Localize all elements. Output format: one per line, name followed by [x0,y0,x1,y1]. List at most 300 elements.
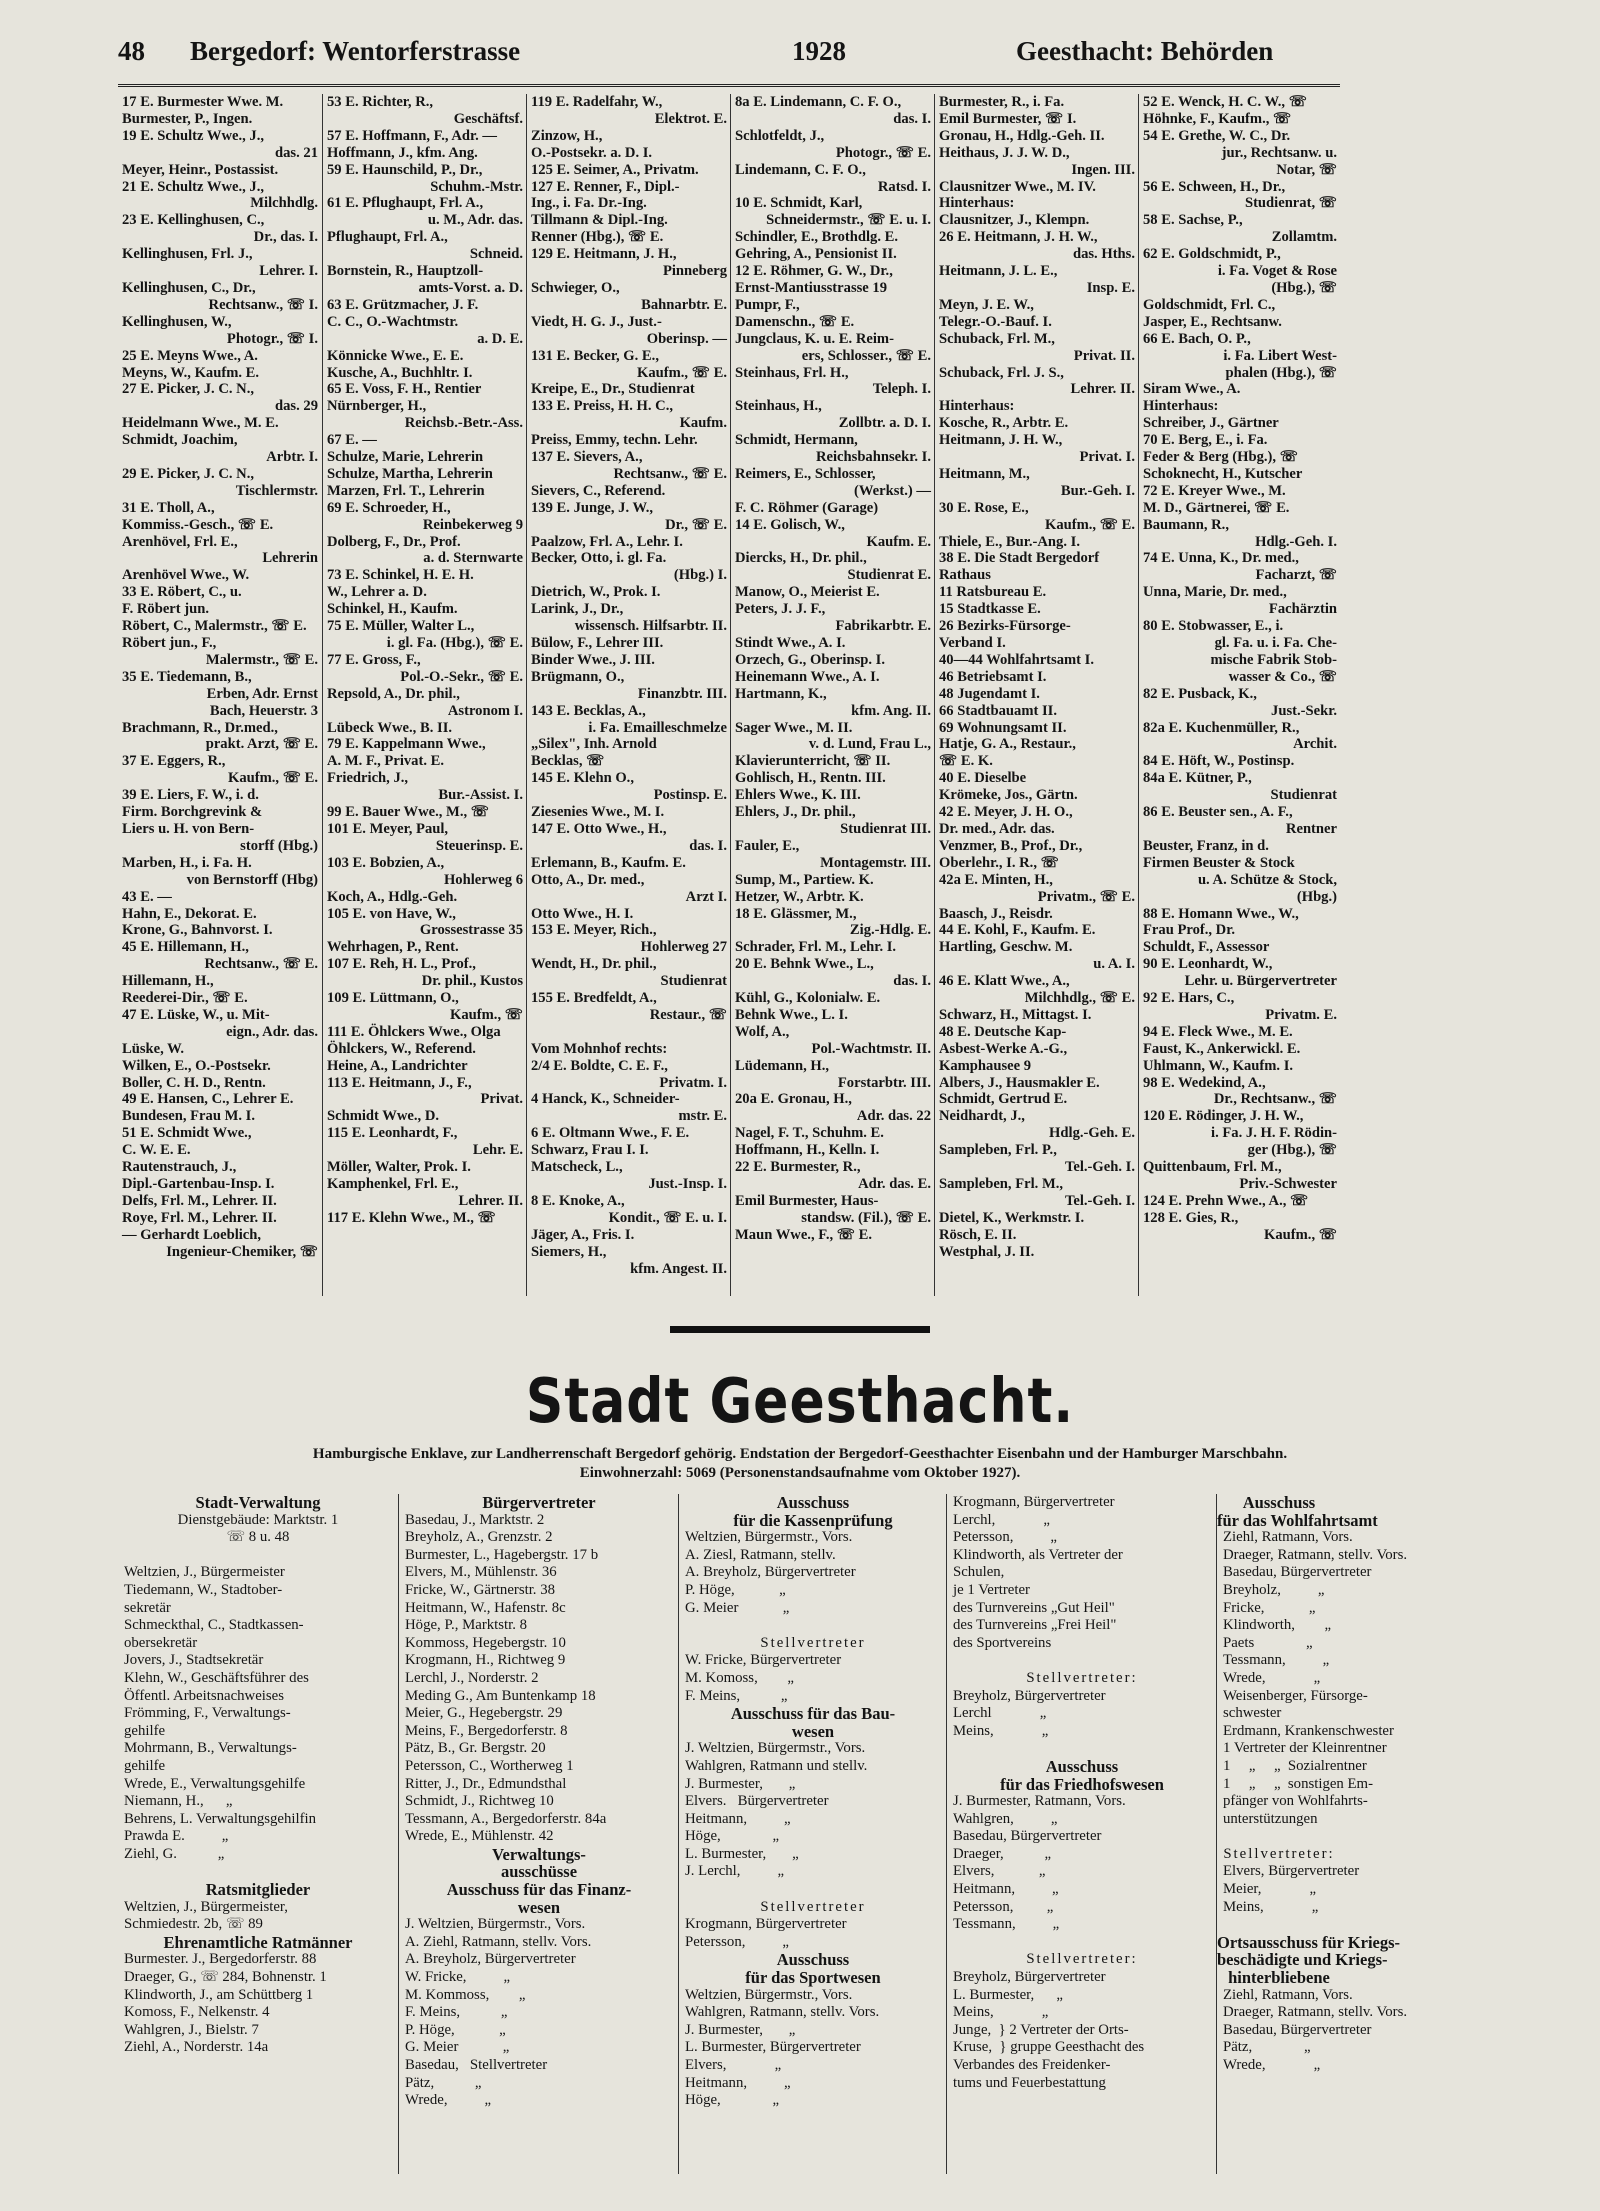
directory-entry: Möller, Walter, Prok. I. [327,1159,471,1176]
directory-entry: Stindt Wwe., A. I. [735,635,846,651]
directory-entry: storff (Hbg.) [240,837,318,854]
directory-entry: Tillmann & Dipl.-Ing. [531,212,668,229]
government-entry: Basedau, Bürgervertreter [1223,1564,1372,1581]
directory-entry: 75 E. Müller, Walter L., [327,618,475,635]
directory-entry: Klavierunterricht, ☏ II. [735,753,891,770]
directory-entry: Schneid. [469,246,523,263]
government-entry: Ritter, J., Dr., Edmundsthal [405,1775,567,1792]
directory-entry: Photogr., ☏ I. [226,330,318,347]
directory-entry: Heitmann, J. L. E., [939,263,1058,280]
directory-entry: Höhnke, F., Kaufm., ☏ [1143,110,1292,127]
directory-entry: 147 E. Otto Wwe., H., [531,820,667,837]
directory-entry: M. D., Gärtnerei, ☏ E. [1143,499,1290,516]
government-entry: Pätz, „ [1223,2039,1311,2056]
directory-entry: 12 E. Röhmer, G. W., Dr., [735,263,893,280]
header-left-title: Bergedorf: Wentorferstrasse [190,36,521,66]
government-entry: des Sportvereins [953,1634,1052,1651]
directory-entry: F. Röbert jun. [122,601,210,618]
directory-entry: W., Lehrer a. D. [327,584,427,601]
directory-entry: prakt. Arzt, ☏ E. [205,736,318,753]
directory-entry: Westphal, J. II. [939,1243,1035,1260]
directory-entry: Kaufm., ☏ E. [227,770,318,787]
government-entry: Öffentl. Arbeitsnachweises [124,1687,284,1704]
government-entry: Meins, F., Bergedorferstr. 8 [405,1722,568,1739]
government-entry: Wrede, E., Mühlenstr. 42 [405,1828,554,1845]
government-entry: Burmester, L., Hagebergstr. 17 b [405,1546,599,1563]
directory-entry: Zig.-Hdlg. E. [849,922,931,939]
government-entry: Krogmann, Bürgervertreter [685,1916,847,1933]
government-entry: Pätz, B., Gr. Bergstr. 20 [405,1740,546,1757]
directory-entry: 26 Bezirks-Fürsorge- [939,618,1071,635]
directory-entry: 27 E. Picker, J. C. N., [122,381,255,398]
directory-entry: 115 E. Leonhardt, F., [327,1125,458,1142]
government-entry: Basedau, J., Marktstr. 2 [405,1511,545,1528]
directory-entry: Kamphausee 9 [939,1057,1032,1074]
directory-entry: 66 Stadtbauamt II. [939,702,1057,719]
government-entry: Heitmann, „ [953,1881,1059,1898]
directory-entry: 43 E. — [122,888,172,905]
directory-entry: amts-Vorst. a. D. [418,279,523,296]
directory-entry: Feder & Berg (Hbg.), ☏ [1143,449,1298,466]
directory-entry: 65 E. Voss, F. H., Rentier [327,381,482,398]
directory-entry: 20a E. Gronau, H., [735,1091,852,1108]
government-entry: Klindworth, „ [1223,1617,1332,1634]
directory-entry: Oberlehr., I. R., ☏ [939,854,1059,871]
directory-column-6 [1138,94,1341,1296]
directory-entry: 88 E. Homann Wwe., W., [1143,905,1299,922]
government-entry: obersekretär [124,1634,198,1651]
directory-entry: Schmidt, Gertrud E. [939,1091,1068,1108]
government-entry: Stadt-Verwaltung [195,1494,321,1512]
directory-entry: 20 E. Behnk Wwe., L., [735,956,874,973]
directory-entry: Wendt, H., Dr. phil., [531,956,657,973]
directory-entry: Heine, A., Landrichter [327,1057,468,1074]
government-entry: Draeger, Ratmann, stellv. Vors. [1223,2004,1408,2021]
government-entry: L. Burmester, Bürgervertreter [685,2039,861,2056]
directory-entry: Ing., i. Fa. Dr.-Ing. [531,195,647,212]
directory-entry: Jungclaus, K. u. E. Reim- [735,330,894,347]
directory-entry: Rechtsanw., ☏ I. [208,296,318,313]
directory-entry: Steuerinsp. E. [435,837,523,854]
directory-entry: Damenschn., ☏ E. [735,313,855,330]
directory-entry: Kellinghusen, C., Dr., [122,279,256,296]
directory-entry: Photogr., ☏ E. [835,144,931,161]
directory-entry: das. I. [689,837,727,854]
government-entry: pfänger von Wohlfahrts- [1223,1793,1368,1810]
directory-entry: Orzech, G., Oberinsp. I. [735,651,885,668]
directory-entry: 80 E. Stobwasser, E., i. [1143,618,1284,635]
directory-entry: Fachärztin [1268,601,1337,618]
directory-entry: Ziesenies Wwe., M. I. [531,804,665,821]
directory-entry: Dr., ☏ E. [665,516,727,533]
government-entry: Elvers, Bürgervertreter [1223,1863,1360,1880]
government-entry: Burmester. J., Bergedorferstr. 88 [124,1951,317,1968]
directory-entry: Oberinsp. — [646,330,727,347]
directory-entry: 23 E. Kellinghusen, C., [122,212,265,229]
directory-entry: Kühl, G., Kolonialw. E. [735,990,881,1007]
directory-entry: 46 E. Klatt Wwe., A., [939,973,1070,990]
directory-entry: 44 E. Kohl, F., Kaufm. E. [939,922,1096,939]
directory-entry: Privatm. I. [659,1074,727,1091]
directory-entry: Steinhaus, H., [735,398,822,415]
directory-entry: Burmester, P., Ingen. [122,110,253,127]
directory-entry: Postinsp. E. [653,787,727,804]
government-column-3 [678,1494,947,2174]
directory-entry: Adr. das. 22 [856,1108,931,1125]
directory-entry: Schuhm.-Mstr. [430,178,523,195]
directory-entry: 42a E. Minten, H., [939,871,1053,888]
directory-entry: Hartmann, K., [735,685,827,702]
directory-entry: Facharzt, ☏ [1255,567,1337,584]
government-column-5 [1216,1493,1408,2174]
directory-entry: Goldschmidt, Frl. C., [1143,296,1276,313]
directory-entry: 21 E. Schultz Wwe., J., [122,178,265,195]
street-directory [118,94,1340,1296]
government-entry: Wrede, „ [1223,2057,1321,2073]
directory-entry: Grossestrasse 35 [419,922,523,939]
directory-entry: Studienrat [1270,787,1337,804]
directory-entry: Rathaus [939,567,991,584]
directory-entry: 40 E. Dieselbe [939,770,1027,787]
directory-entry: Studienrat E. [847,567,931,584]
directory-entry: 11 Ratsbureau E. [939,584,1047,601]
directory-entry: Studienrat, ☏ [1244,195,1337,212]
directory-entry: Schuback, Frl. M., [939,330,1055,347]
directory-entry: Nagel, F. T., Schuhm. E. [735,1125,884,1142]
directory-entry: 109 E. Lüttmann, O., [327,990,459,1007]
government-entry: Petersson, „ [953,1529,1057,1546]
directory-entry: Thiele, E., Bur.-Ang. I. [939,533,1080,550]
directory-entry: Insp. E. [1086,279,1135,296]
directory-entry: Hetzer, W., Arbtr. K. [735,888,864,905]
government-entry: Ehrenamtliche Ratmänner [163,1932,353,1952]
directory-entry: Schulze, Martha, Lehrerin [327,465,493,482]
directory-entry: das. 29 [275,398,318,415]
government-entry: Stellvertreter [760,1898,866,1915]
directory-entry: Notar, ☏ [1276,161,1337,178]
directory-entry: Manow, O., Meierist E. [735,584,880,601]
directory-entry: Reimers, E., Schlosser, [735,465,876,482]
government-entry: Kruse, } gruppe Geesthacht des [953,2039,1145,2056]
government-entry [947,1740,1217,1758]
directory-entry: Hoffmann, H., Kelln. I. [735,1142,880,1159]
government-entry: J. Weltzien, Bürgermstr., Vors. [685,1740,866,1757]
directory-entry: Gehring, A., Pensionist II. [735,246,897,263]
government-entry: Petersson, C., Wortherweg 1 [405,1757,574,1774]
directory-entry: Sievers, C., Referend. [531,482,666,499]
government-entry: Fricke, „ [1223,1599,1316,1616]
directory-column-4 [730,94,935,1296]
directory-entry: Milchhdlg. [250,195,318,212]
directory-entry: Bach, Heuerstr. 3 [209,702,318,719]
directory-entry: Peters, J. J. F., [735,601,826,618]
directory-entry: Geschäftsf. [453,110,523,127]
government-entry: unterstützungen [1223,1810,1318,1827]
government-entry: Breyholz, A., Grenzstr. 2 [405,1529,553,1546]
government-entry: Lerchl „ [953,1705,1047,1722]
government-entry: hinterbliebene [1228,1968,1330,1988]
directory-entry: 86 E. Beuster sen., A. F., [1143,804,1293,821]
directory-entry: Kondit., ☏ E. u. I. [608,1209,727,1226]
directory-entry: 22 E. Burmester, R., [735,1159,861,1176]
directory-entry: 26 E. Heitmann, J. H. W., [939,229,1098,246]
directory-entry: Hillemann, H., [122,973,214,990]
government-entry: tums und Feuerbestattung [953,2074,1106,2091]
government-entry: Ausschuss [776,1494,850,1512]
directory-entry: C. W. E. E. [122,1142,191,1159]
government-entry: je 1 Vertreter [953,1581,1030,1598]
government-entry: W. Fricke, Bürgervertreter [685,1652,842,1669]
directory-entry: — Gerhardt Loeblich, [122,1226,262,1243]
city-population: Einwohnerzahl: 5069 (Personenstandsaufnahme vom Oktober 1927). [579,1465,1021,1481]
government-entry: Wrede, „ [405,2092,492,2109]
directory-entry: Baasch, J., Reisdr. [939,905,1053,922]
directory-entry: 40—44 Wohlfahrtsamt I. [939,651,1095,668]
government-entry: Kommoss, Hegebergstr. 10 [405,1634,566,1651]
directory-entry: 61 E. Pflughaupt, Frl. A., [327,195,484,212]
directory-entry: Venzmer, B., Prof., Dr., [939,837,1083,854]
directory-entry: i. Fa. J. H. F. Rödin- [1211,1125,1337,1142]
directory-entry: Emil Burmester, Haus- [735,1192,879,1209]
directory-entry: Schwarz, H., Mittagst. I. [939,1006,1092,1023]
government-entry: 1 Vertreter der Kleinrentner [1223,1740,1387,1757]
directory-entry: (Hbg.) [1296,888,1337,905]
directory-entry: Bülow, F., Lehrer III. [531,635,664,651]
government-entry: Lerchl, J., Norderstr. 2 [405,1669,539,1686]
directory-entry: das. I. [893,973,931,990]
government-entry: des Turnvereins „Gut Heil" [953,1599,1115,1616]
directory-entry: F. C. Röhmer (Garage) [735,499,879,516]
directory-entry: Schreiber, J., Gärtner [1143,415,1279,432]
directory-entry: Montagemstr. III. [820,854,931,871]
directory-entry: Archit. [1293,736,1337,753]
directory-entry: Schlotfeldt, J., [735,127,825,144]
government-entry: beschädigte und Kriegs- [1217,1950,1388,1970]
directory-entry: Lindemann, C. F. O., [735,161,866,178]
directory-entry: Schuldt, F., Assessor [1143,939,1270,956]
directory-entry: u. A. Schütze & Stock, [1197,871,1337,888]
directory-entry: 82a E. Kuchenmüller, R., [1143,719,1300,736]
directory-entry: Hohlerweg 6 [443,871,523,888]
government-entry: J. Burmester, „ [685,2021,796,2038]
government-entry: Wahlgren, Ratmann, stellv. Vors. [685,2004,880,2021]
directory-entry: Teleph. I. [872,381,931,398]
directory-entry: kfm. Angest. II. [630,1260,727,1277]
directory-entry: Lüske, W. [122,1040,185,1057]
government-entry: sekretär [124,1599,171,1616]
directory-entry: Elektrot. E. [654,110,727,127]
directory-entry: Hinterhaus: [939,398,1015,415]
directory-entry: Kosche, R., Arbtr. E. [939,415,1069,432]
government-entry: Wahlgren, J., Bielstr. 7 [124,2021,259,2038]
directory-entry: 92 E. Hars, C., [1143,990,1235,1007]
government-entry: gehilfe [124,1722,166,1739]
directory-entry: Milchhdlg., ☏ E. [1024,990,1135,1007]
directory-entry: Gohlisch, H., Rentn. III. [735,770,886,787]
directory-entry: Ingen. III. [1071,161,1135,178]
directory-entry: Quittenbaum, Frl. M., [1143,1159,1282,1176]
government-entry: Krogmann, Bürgervertreter [953,1494,1115,1510]
government-entry: Klindworth, als Vertreter der [953,1546,1123,1563]
government-entry: Verwaltungs- [492,1844,586,1864]
directory-entry: Viedt, H. G. J., Just.- [531,313,662,330]
directory-entry: Lehrer. I. [259,263,318,280]
directory-entry: Reichsbahnsekr. I. [815,449,931,466]
directory-entry: Hinterhaus: [939,195,1015,212]
directory-entry: Kaufm., ☏ [1264,1226,1337,1243]
government-entry: Tessmann, „ [1223,1652,1330,1669]
government-entry: Klehn, W., Geschäftsführer des [124,1669,309,1686]
directory-entry: Otto Wwe., H. I. [531,905,634,922]
directory-entry: Arzt I. [685,888,727,905]
directory-entry: 82 E. Pusback, K., [1143,685,1257,702]
directory-entry: Hahn, E., Dekorat. E. [122,905,257,922]
directory-entry: Lehr. u. Bürgervertreter [1184,973,1337,990]
directory-entry: (Hbg.), ☏ [1271,279,1337,296]
directory-entry: 49 E. Hansen, C., Lehrer E. [122,1091,294,1108]
directory-entry: Ratsd. I. [877,178,931,195]
government-entry [118,1863,398,1881]
government-entry: Wahlgren, Ratmann und stellv. [685,1757,868,1774]
directory-entry: Diercks, H., Dr. phil., [735,550,867,567]
directory-entry: Röbert jun., F., [122,635,217,651]
directory-entry: 6 E. Oltmann Wwe., F. E. [531,1125,690,1142]
directory-entry: Neidhardt, J., [939,1108,1025,1125]
directory-entry: 120 E. Rödinger, J. H. W., [1143,1108,1304,1125]
directory-entry: i. gl. Fa. (Hbg.), ☏ E. [386,635,523,651]
directory-entry: Lehrer. II. [1070,381,1135,398]
city-government [118,1493,1408,2174]
directory-entry: 125 E. Seimer, A., Privatm. [531,161,699,178]
directory-entry: Uhlmann, W., Kaufm. I. [1143,1057,1294,1074]
directory-entry: Koch, A., Hdlg.-Geh. [327,888,458,905]
government-entry: Weltzien, J., Bürgermeister, [124,1898,288,1915]
government-entry: Frömming, F., Verwaltungs- [124,1705,291,1722]
directory-entry: Fabrikarbtr. E. [835,618,931,635]
directory-entry: Krone, G., Bahnvorst. I. [122,922,273,939]
directory-entry: Privatm., ☏ E. [1037,888,1135,905]
directory-entry: jur., Rechtsanw. u. [1221,144,1337,161]
directory-entry: Pflughaupt, Frl. A., [327,229,448,246]
directory-entry: Preiss, Emmy, techn. Lehr. [531,432,698,449]
government-entry: Tiedemann, W., Stadtober- [124,1581,283,1598]
directory-entry: Siram Wwe., A. [1143,381,1241,398]
directory-entry: 117 E. Klehn Wwe., M., ☏ [327,1209,496,1226]
government-entry: schwester [1223,1705,1282,1722]
government-entry: Ausschuss für das Finanz- [446,1880,632,1900]
directory-entry: kfm. Ang. II. [851,702,931,719]
directory-entry: Lehr. E. [472,1142,523,1159]
government-entry: Tessmann, „ [953,1916,1060,1933]
government-entry: Niemann, H., „ [124,1793,233,1810]
government-entry: Breyholz, Bürgervertreter [953,1687,1106,1704]
directory-entry: 143 E. Becklas, A., [531,702,646,719]
directory-entry: Schwarz, Frau I. I. [531,1142,649,1159]
government-entry: Elvers, „ [953,1863,1046,1880]
government-entry: Weltzien, Bürgermstr., Vors. [685,1986,853,2003]
government-entry: Elvers, „ [685,2057,782,2073]
directory-entry: Reinbekerweg 9 [422,516,523,533]
directory-entry: 74 E. Unna, K., Dr. med., [1143,550,1299,567]
government-entry: A. Ziesl, Ratmann, stellv. [685,1546,836,1563]
directory-entry: Schmidt, Joachim, [122,432,238,449]
directory-entry: Roye, Frl. M., Lehrer. II. [122,1209,277,1226]
directory-column-5 [934,94,1139,1296]
government-entry [118,1547,398,1565]
directory-entry: Bornstein, R., Hauptzoll- [327,263,484,280]
directory-entry: 29 E. Picker, J. C. N., [122,465,255,482]
directory-entry: Heitmann, J. H. W., [939,432,1063,449]
government-entry: A. Ziehl, Ratmann, stellv. Vors. [405,1933,592,1950]
directory-entry: 101 E. Meyer, Paul, [327,820,449,837]
government-entry: F. Meins, „ [685,1687,788,1704]
directory-entry: ☏ E. K. [939,753,993,770]
directory-entry: u. M., Adr. das. [427,212,523,229]
directory-entry: 62 E. Goldschmidt, P., [1143,246,1281,263]
directory-entry: 84 E. Höft, W., Postinsp. [1143,753,1295,770]
directory-entry: Marzen, Frl. T., Lehrerin [327,482,485,499]
government-entry: Weisenberger, Fürsorge- [1223,1687,1368,1704]
government-entry: Wrede, „ [1223,1669,1321,1686]
directory-entry: 129 E. Heitmann, J. H., [531,246,677,263]
directory-entry: 98 E. Wedekind, A., [1143,1074,1266,1091]
directory-entry: ger (Hbg.), ☏ [1247,1142,1337,1159]
directory-entry: Schmidt, Hermann, [735,432,858,449]
government-entry: J. Burmester, Ratmann, Vors. [953,1793,1126,1810]
directory-entry: Wolf, A., [735,1023,790,1040]
directory-entry: Wehrhagen, P., Rent. [327,939,459,956]
government-entry: Schulen, [953,1564,1005,1581]
government-entry: ☏ 8 u. 48 [226,1529,290,1546]
government-entry: Breyholz, Bürgervertreter [953,1969,1106,1986]
directory-entry: 37 E. Eggers, R., [122,753,226,770]
government-entry: Heitmann, „ [685,2074,791,2091]
directory-entry: 131 E. Becker, G. E., [531,347,659,364]
directory-entry: Jäger, A., Fris. I. [531,1226,635,1243]
directory-entry: Privat. [480,1091,523,1108]
directory-entry: Privat. I. [1079,449,1135,466]
directory-entry: Malermstr., ☏ E. [205,651,318,668]
directory-entry: 15 Stadtkasse E. [939,601,1041,618]
directory-entry: 99 E. Bauer Wwe., M., ☏ [327,804,490,821]
directory-entry: Pol.-Wachtmstr. II. [811,1040,931,1057]
directory-entry: Kaufm. [679,415,727,432]
directory-entry: 94 E. Fleck Wwe., M. E. [1143,1023,1293,1040]
directory-entry: Rechtsanw., ☏ E. [204,956,318,973]
government-entry: G. Meier „ [405,2039,510,2056]
directory-entry: Marben, H., i. Fa. H. [122,854,252,871]
directory-entry: 52 E. Wenck, H. C. W., ☏ [1143,94,1307,110]
directory-entry: Sampleben, Frl. M., [939,1176,1064,1192]
government-entry: Weltzien, Bürgermstr., Vors. [685,1529,853,1546]
directory-entry: Zollamtm. [1271,229,1337,246]
directory-entry: 111 E. Öhlckers Wwe., Olga [327,1023,501,1040]
directory-entry: 56 E. Schween, H., Dr., [1143,178,1286,195]
directory-entry: Kellinghusen, W., [122,313,232,330]
directory-entry: 90 E. Leonhardt, W., [1143,956,1273,973]
directory-entry: a. D. E. [477,330,523,347]
directory-entry: Rentner [1285,820,1337,837]
government-entry: Ziehl, Ratmann, Vors. [1223,1986,1353,2003]
directory-entry: 69 E. Schroeder, H., [327,499,451,516]
directory-entry: Hoffmann, J., kfm. Ang. [327,144,478,161]
directory-entry: Heithaus, J. J. W. D., [939,144,1070,161]
directory-entry: 59 E. Haunschild, P., Dr., [327,161,483,178]
directory-entry: ers, Schlosser., ☏ E. [801,347,931,364]
directory-entry: 39 E. Liers, F. W., i. d. [122,787,259,804]
directory-entry: Schinkel, H., Kaufm. [327,601,458,618]
directory-entry: Vom Mohnhof rechts: [531,1040,668,1057]
